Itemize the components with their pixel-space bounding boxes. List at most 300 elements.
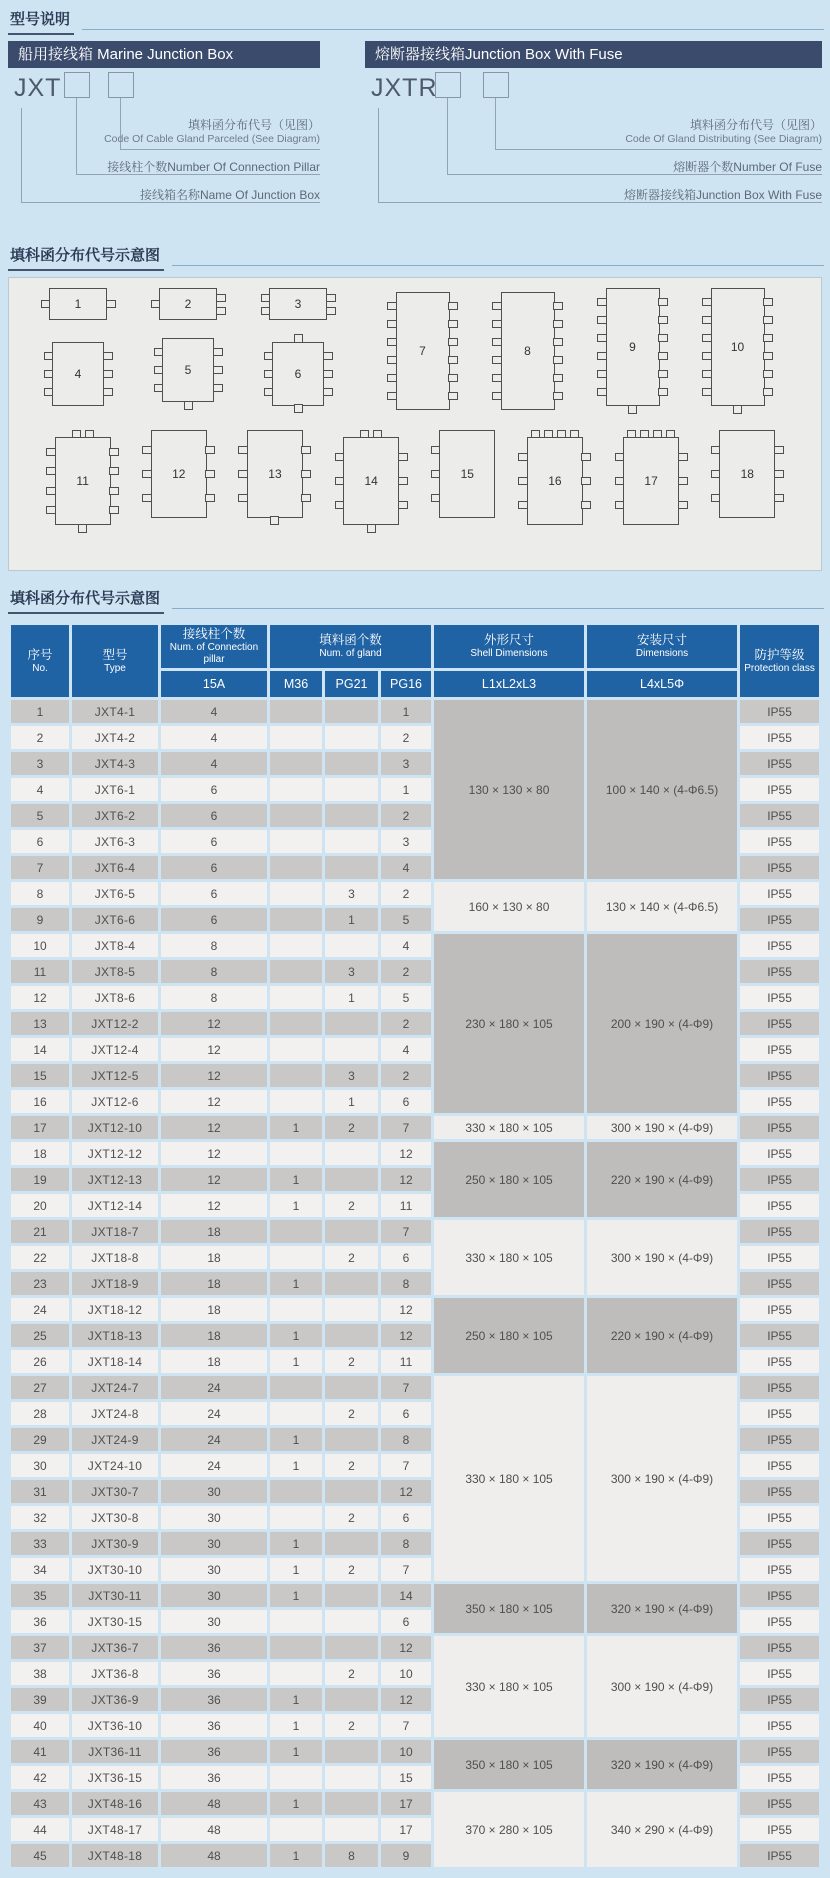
cell-15a: 18 xyxy=(161,1272,267,1295)
gland-nub xyxy=(326,307,336,315)
cell-no: 12 xyxy=(11,986,69,1009)
cell-pg16: 4 xyxy=(381,934,431,957)
cell-15a: 24 xyxy=(161,1402,267,1425)
gland-nub xyxy=(103,370,113,378)
cell-pg16: 8 xyxy=(381,1428,431,1451)
cell-protection: IP55 xyxy=(740,1636,819,1659)
gland-nub xyxy=(553,302,563,310)
cell-15a: 24 xyxy=(161,1428,267,1451)
cell-no: 4 xyxy=(11,778,69,801)
marine-code-tree xyxy=(8,68,320,218)
cell-pg16: 12 xyxy=(381,1480,431,1503)
cell-no: 25 xyxy=(11,1324,69,1347)
cell-15a: 12 xyxy=(161,1116,267,1139)
cell-protection: IP55 xyxy=(740,1376,819,1399)
cell-type: JXT8-5 xyxy=(72,960,158,983)
cell-15a: 48 xyxy=(161,1844,267,1867)
gland-diagram-2 xyxy=(151,288,226,320)
cell-pg21 xyxy=(325,1792,378,1815)
table-row xyxy=(11,1220,819,1243)
cell-15a: 6 xyxy=(161,882,267,905)
gland-nub xyxy=(733,405,742,414)
cell-15a: 18 xyxy=(161,1298,267,1321)
gland-nub xyxy=(213,366,223,374)
cell-type: JXT48-17 xyxy=(72,1818,158,1841)
cell-protection: IP55 xyxy=(740,1714,819,1737)
cell-pg16: 6 xyxy=(381,1402,431,1425)
cell-protection: IP55 xyxy=(740,1272,819,1295)
cell-m36: 1 xyxy=(270,1116,322,1139)
gland-box-body: 5 xyxy=(162,338,214,402)
diagram-group-1-6 xyxy=(23,288,353,413)
code-box-2 xyxy=(108,72,134,98)
diagram-mid xyxy=(142,430,215,518)
cell-type: JXT18-12 xyxy=(72,1298,158,1321)
cell-pg21 xyxy=(325,1012,378,1035)
cell-pg16: 2 xyxy=(381,882,431,905)
cell-pg21 xyxy=(325,1324,378,1347)
diagram-section-title xyxy=(8,244,830,271)
gland-nub xyxy=(774,446,784,454)
cell-protection: IP55 xyxy=(740,1324,819,1347)
table-row xyxy=(11,1116,819,1139)
cell-pg21: 2 xyxy=(325,1116,378,1139)
cell-pg21: 1 xyxy=(325,908,378,931)
cell-pg21: 1 xyxy=(325,1090,378,1113)
diagram-mid xyxy=(615,437,688,525)
cell-pg21: 3 xyxy=(325,1064,378,1087)
cell-pg21 xyxy=(325,1142,378,1165)
cell-pg16: 7 xyxy=(381,1454,431,1477)
cell-protection: IP55 xyxy=(740,1662,819,1685)
cell-m36: 1 xyxy=(270,1532,322,1555)
cell-no: 31 xyxy=(11,1480,69,1503)
right-nubs xyxy=(214,338,223,402)
gland-box-body: 17 xyxy=(623,437,679,525)
col-pillar-en: Num. of Connection pillar xyxy=(169,642,259,665)
cell-15a: 18 xyxy=(161,1350,267,1373)
cell-protection: IP55 xyxy=(740,960,819,983)
cell-protection: IP55 xyxy=(740,1740,819,1763)
cell-no: 26 xyxy=(11,1350,69,1373)
cell-type: JXT18-8 xyxy=(72,1246,158,1269)
gland-nub xyxy=(658,388,668,396)
diagram-mid xyxy=(154,338,223,402)
cell-pg16: 12 xyxy=(381,1324,431,1347)
cell-m36 xyxy=(270,778,322,801)
gland-box-body: 1 xyxy=(49,288,107,320)
gland-nub xyxy=(581,501,591,509)
cell-pg21: 8 xyxy=(325,1844,378,1867)
col-type-en: Type xyxy=(104,662,126,674)
cell-protection: IP55 xyxy=(740,1142,819,1165)
cell-pg16: 1 xyxy=(381,778,431,801)
cell-15a: 12 xyxy=(161,1090,267,1113)
subcol-15a: 15A xyxy=(161,671,267,697)
cell-m36: 1 xyxy=(270,1688,322,1711)
cell-mount-dimensions: 130 × 140 × (4-Φ6.5) xyxy=(587,882,737,931)
cell-m36 xyxy=(270,752,322,775)
cell-protection: IP55 xyxy=(740,1246,819,1269)
cell-pg16: 2 xyxy=(381,960,431,983)
cell-pg16: 12 xyxy=(381,1298,431,1321)
cell-pg21 xyxy=(325,1766,378,1789)
col-header-pillar xyxy=(161,625,267,668)
cell-no: 13 xyxy=(11,1012,69,1035)
cell-protection: IP55 xyxy=(740,1428,819,1451)
gland-diagram-12 xyxy=(142,430,215,518)
diagram-mid xyxy=(711,430,784,518)
gland-box-body: 2 xyxy=(159,288,217,320)
cell-pg16: 2 xyxy=(381,1064,431,1087)
cell-m36 xyxy=(270,1636,322,1659)
cell-pg16: 7 xyxy=(381,1714,431,1737)
cell-pg21 xyxy=(325,1610,378,1633)
gland-diagram-4 xyxy=(44,342,113,406)
left-nubs xyxy=(238,430,247,518)
cell-no: 9 xyxy=(11,908,69,931)
subcol-l4l5: L4xL5Φ xyxy=(587,671,737,697)
cell-pg21 xyxy=(325,804,378,827)
section-title-text: 填科函分布代号示意图 xyxy=(8,244,164,271)
gland-nub xyxy=(448,356,458,364)
col-prot-en: Protection class xyxy=(744,662,815,674)
gland-box-body: 15 xyxy=(439,430,495,518)
diagram-mid xyxy=(597,288,668,406)
cell-pg21 xyxy=(325,1740,378,1763)
cell-pg21 xyxy=(325,726,378,749)
gland-box-body: 9 xyxy=(606,288,660,406)
gland-nub xyxy=(581,477,591,485)
top-nubs xyxy=(360,430,382,438)
gland-nub xyxy=(658,352,668,360)
spec-table xyxy=(8,622,822,1870)
cell-no: 10 xyxy=(11,934,69,957)
table-row xyxy=(11,882,819,905)
gland-box-body: 3 xyxy=(269,288,327,320)
cell-15a: 12 xyxy=(161,1194,267,1217)
cell-pg21: 1 xyxy=(325,986,378,1009)
col-gland-en: Num. of gland xyxy=(319,648,382,659)
right-nubs xyxy=(679,437,688,525)
right-nubs xyxy=(765,288,774,406)
cell-15a: 12 xyxy=(161,1142,267,1165)
cell-m36 xyxy=(270,804,322,827)
top-nubs xyxy=(531,430,579,438)
diagram-mid xyxy=(41,288,116,320)
left-nubs xyxy=(387,292,396,410)
cell-15a: 4 xyxy=(161,726,267,749)
gland-nub xyxy=(763,316,773,324)
right-nubs xyxy=(660,288,669,406)
cell-m36 xyxy=(270,986,322,1009)
cell-pg16: 5 xyxy=(381,986,431,1009)
cell-no: 5 xyxy=(11,804,69,827)
cell-protection: IP55 xyxy=(740,1584,819,1607)
gland-diagram-1 xyxy=(41,288,116,320)
gland-nub xyxy=(323,370,333,378)
cell-pg16: 12 xyxy=(381,1168,431,1191)
cell-protection: IP55 xyxy=(740,934,819,957)
cell-15a: 36 xyxy=(161,1740,267,1763)
cell-15a: 8 xyxy=(161,960,267,983)
cell-type: JXT12-12 xyxy=(72,1142,158,1165)
col-prot-zh: 防护等级 xyxy=(754,647,805,662)
cell-type: JXT30-15 xyxy=(72,1610,158,1633)
cell-m36: 1 xyxy=(270,1844,322,1867)
cell-protection: IP55 xyxy=(740,1844,819,1867)
cell-15a: 6 xyxy=(161,856,267,879)
cell-type: JXT12-5 xyxy=(72,1064,158,1087)
gland-diagram-17 xyxy=(615,430,688,526)
cell-m36 xyxy=(270,1012,322,1035)
cell-m36: 1 xyxy=(270,1350,322,1373)
cell-type: JXT18-7 xyxy=(72,1220,158,1243)
cell-protection: IP55 xyxy=(740,1506,819,1529)
cell-m36 xyxy=(270,960,322,983)
cell-m36: 1 xyxy=(270,1194,322,1217)
col-mount-en: Dimensions xyxy=(635,648,689,659)
cell-m36 xyxy=(270,1610,322,1633)
cell-m36 xyxy=(270,1038,322,1061)
top-nubs xyxy=(72,430,94,438)
code-box-2 xyxy=(483,72,509,98)
left-nubs xyxy=(142,430,151,518)
cell-pg21: 2 xyxy=(325,1506,378,1529)
cell-no: 20 xyxy=(11,1194,69,1217)
gland-nub xyxy=(581,453,591,461)
left-nubs xyxy=(492,292,501,410)
cell-no: 17 xyxy=(11,1116,69,1139)
section-title-text: 型号说明 xyxy=(8,8,74,35)
cell-pg16: 7 xyxy=(381,1558,431,1581)
gland-nub xyxy=(216,307,226,315)
diagram-mid xyxy=(492,292,563,410)
cell-no: 32 xyxy=(11,1506,69,1529)
cell-protection: IP55 xyxy=(740,1480,819,1503)
diagram-mid xyxy=(702,288,773,406)
cell-no: 36 xyxy=(11,1610,69,1633)
cell-m36: 1 xyxy=(270,1168,322,1191)
cell-type: JXT12-4 xyxy=(72,1038,158,1061)
bottom-nubs xyxy=(294,406,303,414)
cell-type: JXT6-6 xyxy=(72,908,158,931)
pillar-label: 接线柱个数Number Of Connection Pillar xyxy=(107,160,320,174)
cell-15a: 6 xyxy=(161,908,267,931)
cell-mount-dimensions: 300 × 190 × (4-Φ9) xyxy=(587,1636,737,1737)
gland-nub xyxy=(205,470,215,478)
cell-15a: 6 xyxy=(161,804,267,827)
cell-mount-dimensions: 200 × 190 × (4-Φ9) xyxy=(587,934,737,1113)
diagram-group-11-18 xyxy=(23,430,807,533)
gland-nub xyxy=(678,453,688,461)
gland-box-body: 6 xyxy=(272,342,324,406)
diagram-mid xyxy=(151,288,226,320)
cell-type: JXT12-10 xyxy=(72,1116,158,1139)
gland-nub xyxy=(763,298,773,306)
model-code: JXTR xyxy=(371,74,438,102)
gland-box-body: 8 xyxy=(501,292,555,410)
cell-no: 22 xyxy=(11,1246,69,1269)
gland-nub xyxy=(448,320,458,328)
cell-no: 15 xyxy=(11,1064,69,1087)
cell-pg21 xyxy=(325,1038,378,1061)
right-nubs xyxy=(107,288,116,320)
gland-box-body: 11 xyxy=(55,437,111,525)
cell-no: 41 xyxy=(11,1740,69,1763)
cell-pg21 xyxy=(325,700,378,723)
gland-nub xyxy=(678,477,688,485)
gland-nub xyxy=(658,316,668,324)
cell-m36 xyxy=(270,882,322,905)
cell-protection: IP55 xyxy=(740,1454,819,1477)
cell-15a: 48 xyxy=(161,1792,267,1815)
gland-diagram-9 xyxy=(597,288,668,414)
cell-no: 18 xyxy=(11,1142,69,1165)
cell-shell-dimensions: 330 × 180 × 105 xyxy=(434,1636,584,1737)
left-nubs xyxy=(41,288,50,320)
gland-code-label-en: Code Of Cable Gland Parceled (See Diagram) xyxy=(104,133,320,145)
cell-type: JXT18-9 xyxy=(72,1272,158,1295)
gland-nub xyxy=(448,392,458,400)
left-nubs xyxy=(151,288,160,320)
gland-nub xyxy=(367,524,376,533)
cell-15a: 30 xyxy=(161,1558,267,1581)
left-nubs xyxy=(44,342,53,406)
cell-protection: IP55 xyxy=(740,1090,819,1113)
cell-pg16: 9 xyxy=(381,1844,431,1867)
cell-15a: 36 xyxy=(161,1766,267,1789)
subcol-pg16: PG16 xyxy=(381,671,431,697)
cell-15a: 30 xyxy=(161,1506,267,1529)
gland-box-body: 18 xyxy=(719,430,775,518)
cell-m36 xyxy=(270,1064,322,1087)
gland-nub xyxy=(553,356,563,364)
cell-type: JXT6-3 xyxy=(72,830,158,853)
cell-m36: 1 xyxy=(270,1272,322,1295)
gland-nub xyxy=(301,446,311,454)
top-nubs xyxy=(294,334,303,342)
cell-pg21 xyxy=(325,752,378,775)
cell-type: JXT30-7 xyxy=(72,1480,158,1503)
diagram-mid xyxy=(387,292,458,410)
cell-pg16: 2 xyxy=(381,1012,431,1035)
col-shell-en: Shell Dimensions xyxy=(470,648,548,659)
cell-type: JXT6-1 xyxy=(72,778,158,801)
right-nubs xyxy=(217,288,226,320)
cell-protection: IP55 xyxy=(740,804,819,827)
cell-m36 xyxy=(270,1376,322,1399)
cell-15a: 36 xyxy=(161,1662,267,1685)
cell-type: JXT6-4 xyxy=(72,856,158,879)
cell-pg21: 2 xyxy=(325,1558,378,1581)
cell-m36: 1 xyxy=(270,1558,322,1581)
cell-pg21 xyxy=(325,1298,378,1321)
cell-pg21 xyxy=(325,1818,378,1841)
cell-type: JXT48-16 xyxy=(72,1792,158,1815)
cell-type: JXT4-3 xyxy=(72,752,158,775)
cell-pg21: 2 xyxy=(325,1714,378,1737)
gland-nub xyxy=(109,467,119,475)
bottom-nubs xyxy=(78,525,87,533)
gland-nub xyxy=(658,370,668,378)
cell-no: 16 xyxy=(11,1090,69,1113)
cell-protection: IP55 xyxy=(740,700,819,723)
cell-m36 xyxy=(270,1220,322,1243)
cell-pg21: 2 xyxy=(325,1246,378,1269)
code-box-1 xyxy=(435,72,461,98)
table-row xyxy=(11,700,819,723)
fuse-count-label: 熔断器个数Number Of Fuse xyxy=(673,160,822,174)
cell-protection: IP55 xyxy=(740,1688,819,1711)
cell-type: JXT8-4 xyxy=(72,934,158,957)
left-nubs xyxy=(597,288,606,406)
right-nubs xyxy=(555,292,564,410)
gland-nub xyxy=(326,294,336,302)
cell-no: 1 xyxy=(11,700,69,723)
left-nubs xyxy=(154,338,163,402)
gland-nub xyxy=(109,506,119,514)
cell-mount-dimensions: 340 × 290 × (4-Φ9) xyxy=(587,1792,737,1867)
gland-nub xyxy=(774,470,784,478)
cell-protection: IP55 xyxy=(740,1116,819,1139)
top-nubs xyxy=(627,430,675,438)
cell-pg16: 8 xyxy=(381,1272,431,1295)
gland-nub xyxy=(109,487,119,495)
cell-protection: IP55 xyxy=(740,752,819,775)
cell-pg21 xyxy=(325,856,378,879)
gland-box-body: 10 xyxy=(711,288,765,406)
col-header-type xyxy=(72,625,158,697)
cell-15a: 4 xyxy=(161,700,267,723)
gland-nub xyxy=(398,477,408,485)
cell-shell-dimensions: 330 × 180 × 105 xyxy=(434,1220,584,1295)
gland-box-body: 12 xyxy=(151,430,207,518)
cell-mount-dimensions: 300 × 190 × (4-Φ9) xyxy=(587,1116,737,1139)
right-nubs xyxy=(303,430,312,518)
cell-mount-dimensions: 320 × 190 × (4-Φ9) xyxy=(587,1740,737,1789)
diagram-mid xyxy=(518,437,591,525)
cell-15a: 18 xyxy=(161,1246,267,1269)
cell-protection: IP55 xyxy=(740,856,819,879)
table-row xyxy=(11,1298,819,1321)
cell-m36 xyxy=(270,1246,322,1269)
gland-nub xyxy=(216,294,226,302)
cell-no: 21 xyxy=(11,1220,69,1243)
cell-m36 xyxy=(270,830,322,853)
cell-protection: IP55 xyxy=(740,1064,819,1087)
gland-nub xyxy=(205,446,215,454)
left-nubs xyxy=(46,437,55,525)
cell-type: JXT30-11 xyxy=(72,1584,158,1607)
cell-pg16: 3 xyxy=(381,830,431,853)
gland-diagram-6 xyxy=(264,334,333,413)
cell-pg21 xyxy=(325,1220,378,1243)
bottom-nubs xyxy=(628,406,637,414)
cell-m36 xyxy=(270,1402,322,1425)
cell-no: 2 xyxy=(11,726,69,749)
cell-protection: IP55 xyxy=(740,908,819,931)
fuse-block-header: 熔断器接线箱Junction Box With Fuse xyxy=(365,41,822,68)
col-header-protection xyxy=(740,625,819,697)
cell-no: 35 xyxy=(11,1584,69,1607)
right-nubs xyxy=(111,437,120,525)
right-nubs xyxy=(327,288,336,320)
col-header-no xyxy=(11,625,69,697)
gland-nub xyxy=(294,404,303,413)
left-nubs xyxy=(335,437,344,525)
diagram-mid xyxy=(335,437,408,525)
